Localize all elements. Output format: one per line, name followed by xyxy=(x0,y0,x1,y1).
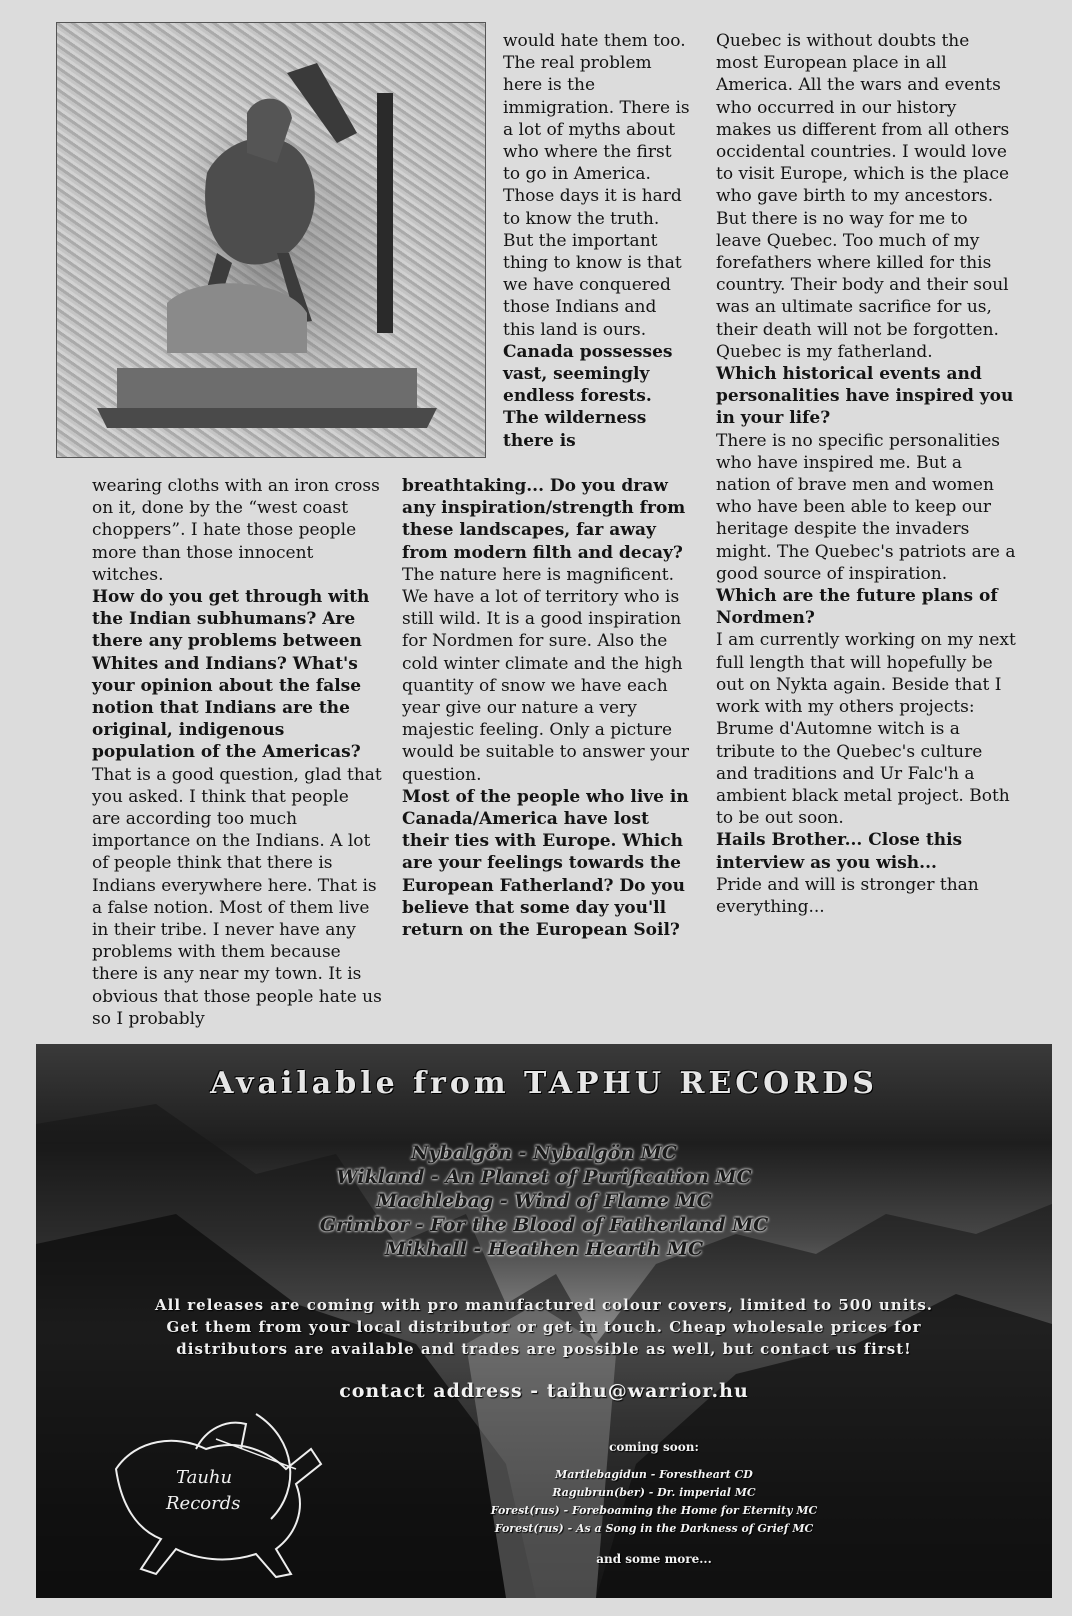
note-line-2: Get them from your local distributor or get in touch. Cheap wholesale prices for xyxy=(166,1318,922,1336)
logo-text-1: Tauhu xyxy=(176,1467,233,1488)
answer-historical: There is no specific personalities who have inspired me. But a nation of brave men and women who have been able to keep our heritage despite the invaders might. The Quebec's patriots are a good source of inspiration. xyxy=(716,430,1016,584)
coming-soon-label: coming soon: xyxy=(609,1440,699,1454)
soon-item-1: Martlebagidun - Forestheart CD xyxy=(555,1468,753,1481)
note-line-3: distributors are available and trades are possible as well, but contact us first! xyxy=(176,1340,912,1358)
answer-text: would hate them too. The real problem here is the immigration. There is a lot of myths about who where the first to go in America. Those days it is hard to know the truth. But the important thing to know is that we have conquered those Indians and this land is ours. xyxy=(503,31,690,340)
soon-item-2: Ragubrun(ber) - Dr. imperial MC xyxy=(552,1486,756,1499)
question-forests-continued: breathtaking... Do you draw any inspiration/strength from these landscapes, far away from modern filth and decay? xyxy=(402,476,686,563)
soon-item-3: Forest(rus) - Foreboaming the Home for Eternity MC xyxy=(490,1504,818,1517)
question-indians: How do you get through with the Indian subhumans? Are there any problems between Whites and Indians? What's your opinion about the false notion that Indians are the original, indigenous population of the Americas? xyxy=(92,587,370,763)
release-5: Mikhall - Heathen Hearth MC xyxy=(384,1238,704,1260)
statue-photo xyxy=(56,22,486,458)
question-future: Which are the future plans of Nordmen? xyxy=(716,586,998,629)
answer-close: Pride and will is stronger than everything... xyxy=(716,874,979,917)
label-logo xyxy=(96,1409,346,1579)
release-3: Machlebag - Wind of Flame MC xyxy=(376,1190,712,1212)
column-3 xyxy=(716,30,1016,918)
column-2-top xyxy=(503,30,693,452)
release-2: Wikland - An Planet of Purification MC xyxy=(336,1166,752,1188)
release-4: Grimbor - For the Blood of Fatherland MC xyxy=(319,1214,769,1236)
logo-text-2: Records xyxy=(166,1493,241,1514)
column-1 xyxy=(92,475,382,1030)
answer-quebec: Quebec is without doubts the most European place in all America. All the wars and events who occurred in our history makes us different from all others occidental countries. I would love to visit Europe, which is the place who gave birth to my ancestors. But there is no way for me to leave Quebec. Too much of my forefathers where killed for this country. Their body and their soul was an ultimate sacrifice for us, their death will not be forgotten. Quebec is my fatherland. xyxy=(716,31,1010,362)
answer-nature: The nature here is magnificent. We have a lot of territory who is still wild. It is a good inspiration for Nordmen for sure. Also the cold winter climate and the high quantity of snow we have each year give our nature a very majestic feeling. Only a picture would be suitable to answer your question. xyxy=(402,564,689,785)
question-historical: Which historical events and personalities have inspired you in your life? xyxy=(716,364,1014,429)
column-2-bottom xyxy=(402,475,694,941)
question-close: Hails Brother... Close this interview as you wish... xyxy=(716,830,963,873)
contact-address: contact address - taihu@warrior.hu xyxy=(339,1380,749,1402)
question-forests: Canada possesses vast, seemingly endless forests. The wilderness there is xyxy=(503,341,673,451)
answer-future: I am currently working on my next full length that will hopefully be out on Nykta again. Beside that I work with my others projects: Brume d'Automne witch is a tribute to the Quebec's culture and traditions and Ur Falc'h a ambient black metal project. Both to be out soon. xyxy=(716,630,1016,829)
record-label-advertisement xyxy=(36,1044,1052,1598)
soon-item-4: Forest(rus) - As a Song in the Darkness of Grief MC xyxy=(494,1522,814,1535)
question-europe: Most of the people who live in Canada/America have lost their ties with Europe. Which are your feelings towards the European Fatherland? Do you believe that some day you'll return on the European Soil? xyxy=(402,786,689,941)
note-line-1: All releases are coming with pro manufactured colour covers, limited to 500 units. xyxy=(154,1296,934,1314)
and-more: and some more... xyxy=(596,1552,712,1566)
statue-illustration xyxy=(57,23,485,457)
release-1: Nybalgön - Nybalgön MC xyxy=(411,1142,677,1164)
answer-indians: That is a good question, glad that you asked. I think that people are according too much importance on the Indians. A lot of people think that there is Indians everywhere here. That is a false notion. Most of them live in their tribe. I never have any problems with them because there is any near my town. It is obvious that those people hate us so I probably xyxy=(92,764,382,1029)
answer-continued: wearing cloths with an iron cross on it, done by the “west coast choppers”. I hate those people more than those innocent witches. xyxy=(92,476,380,585)
ad-title: Available from TAPHU RECORDS xyxy=(210,1066,878,1101)
